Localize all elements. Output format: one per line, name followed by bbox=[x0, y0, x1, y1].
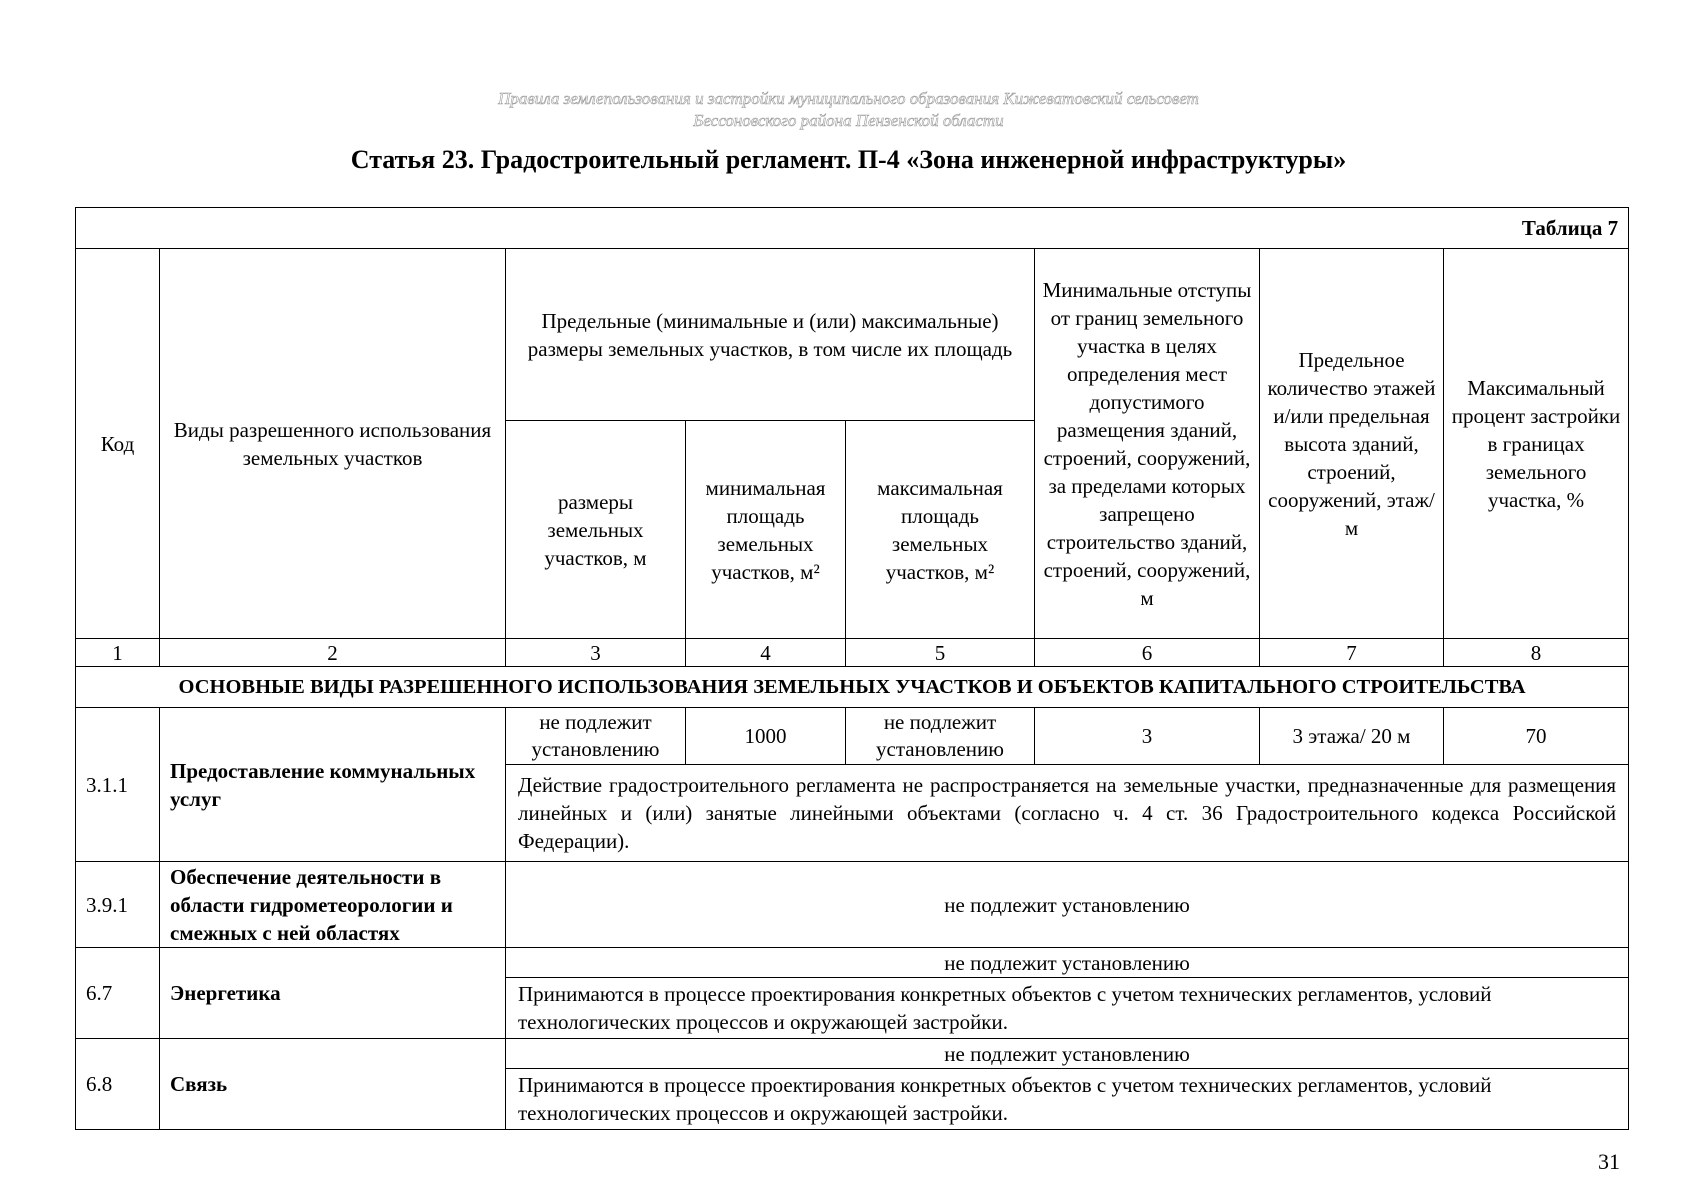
regulation-table bbox=[75, 207, 1629, 1130]
row-name: Энергетика bbox=[160, 948, 506, 1039]
row-setback: 3 bbox=[1035, 708, 1260, 765]
header-floors: Предельное количество этажей и/или предельная высота зданий, строений, сооружений, этаж/м bbox=[1260, 249, 1444, 639]
header-row-1 bbox=[76, 249, 1629, 421]
column-number: 3 bbox=[506, 639, 686, 667]
table-row bbox=[76, 708, 1629, 765]
row-name: Предоставление коммунальных услуг bbox=[160, 708, 506, 862]
column-number: 5 bbox=[846, 639, 1035, 667]
column-number: 2 bbox=[160, 639, 506, 667]
row-plot-sizes: не подлежит установлению bbox=[506, 708, 686, 765]
row-code: 3.9.1 bbox=[76, 862, 160, 948]
header-usage-types: Виды разрешенного использования земельных участков bbox=[160, 249, 506, 639]
table-row bbox=[76, 862, 1629, 948]
table-label: Таблица 7 bbox=[76, 208, 1629, 249]
running-header bbox=[0, 88, 1697, 132]
header-plot-sizes: размеры земельных участков, м bbox=[506, 421, 686, 639]
row-note: Принимаются в процессе проектирования конкретных объектов с учетом технических регламентов, условий технологических процессов и окружающей застройки. bbox=[506, 1069, 1629, 1130]
page-number: 31 bbox=[1598, 1149, 1620, 1174]
row-min-area: 1000 bbox=[686, 708, 846, 765]
row-name: Связь bbox=[160, 1039, 506, 1130]
running-header-line-1: Правила землепользования и застройки муниципального образования Кижеватовский сельсовет bbox=[498, 89, 1199, 108]
header-setbacks: Минимальные отступы от границ земельного участка в целях определения мест допустимого размещения зданий, строений, сооружений, за пределами которых запрещено строительство зданий, строений, сооружений, м bbox=[1035, 249, 1260, 639]
row-code: 3.1.1 bbox=[76, 708, 160, 862]
running-header-line-2: Бессоновского района Пензенской области bbox=[693, 111, 1004, 130]
row-max-area: не подлежит установлению bbox=[846, 708, 1035, 765]
header-limits-group: Предельные (минимальные и (или) максимальные) размеры земельных участков, в том числе их площадь bbox=[506, 249, 1035, 421]
row-floors: 3 этажа/ 20 м bbox=[1260, 708, 1444, 765]
row-name: Обеспечение деятельности в области гидрометеорологии и смежных с ней областях bbox=[160, 862, 506, 948]
section-header-row bbox=[76, 667, 1629, 708]
row-merged-value: не подлежит установлению bbox=[506, 1039, 1629, 1069]
column-number: 1 bbox=[76, 639, 160, 667]
table-label-row bbox=[76, 208, 1629, 249]
header-code: Код bbox=[76, 249, 160, 639]
header-min-area: минимальная площадь земельных участков, м² bbox=[686, 421, 846, 639]
column-number: 8 bbox=[1444, 639, 1629, 667]
row-code: 6.8 bbox=[76, 1039, 160, 1130]
table-row bbox=[76, 948, 1629, 978]
column-number: 7 bbox=[1260, 639, 1444, 667]
article-title: Статья 23. Градостроительный регламент. П-4 «Зона инженерной инфраструктуры» bbox=[350, 145, 1347, 174]
column-number: 4 bbox=[686, 639, 846, 667]
row-merged-value: не подлежит установлению bbox=[506, 862, 1629, 948]
table-row bbox=[76, 1039, 1629, 1069]
row-note: Действие градостроительного регламента не распространяется на земельные участки, предназначенные для размещения линейных и (или) занятые линейными объектами (согласно ч. 4 ст. 36 Градостроительного кодекса Российской Федерации). bbox=[506, 765, 1629, 862]
column-numbers-row bbox=[76, 639, 1629, 667]
section-title: ОСНОВНЫЕ ВИДЫ РАЗРЕШЕННОГО ИСПОЛЬЗОВАНИЯ ЗЕМЕЛЬНЫХ УЧАСТКОВ И ОБЪЕКТОВ КАПИТАЛЬНОГО СТРОИТЕЛЬСТВА bbox=[76, 667, 1629, 708]
header-coverage: Максимальный процент застройки в границах земельного участка, % bbox=[1444, 249, 1629, 639]
row-merged-value: не подлежит установлению bbox=[506, 948, 1629, 978]
row-coverage: 70 bbox=[1444, 708, 1629, 765]
row-code: 6.7 bbox=[76, 948, 160, 1039]
column-number: 6 bbox=[1035, 639, 1260, 667]
row-note: Принимаются в процессе проектирования конкретных объектов с учетом технических регламентов, условий технологических процессов и окружающей застройки. bbox=[506, 978, 1629, 1039]
header-max-area: максимальная площадь земельных участков, м² bbox=[846, 421, 1035, 639]
